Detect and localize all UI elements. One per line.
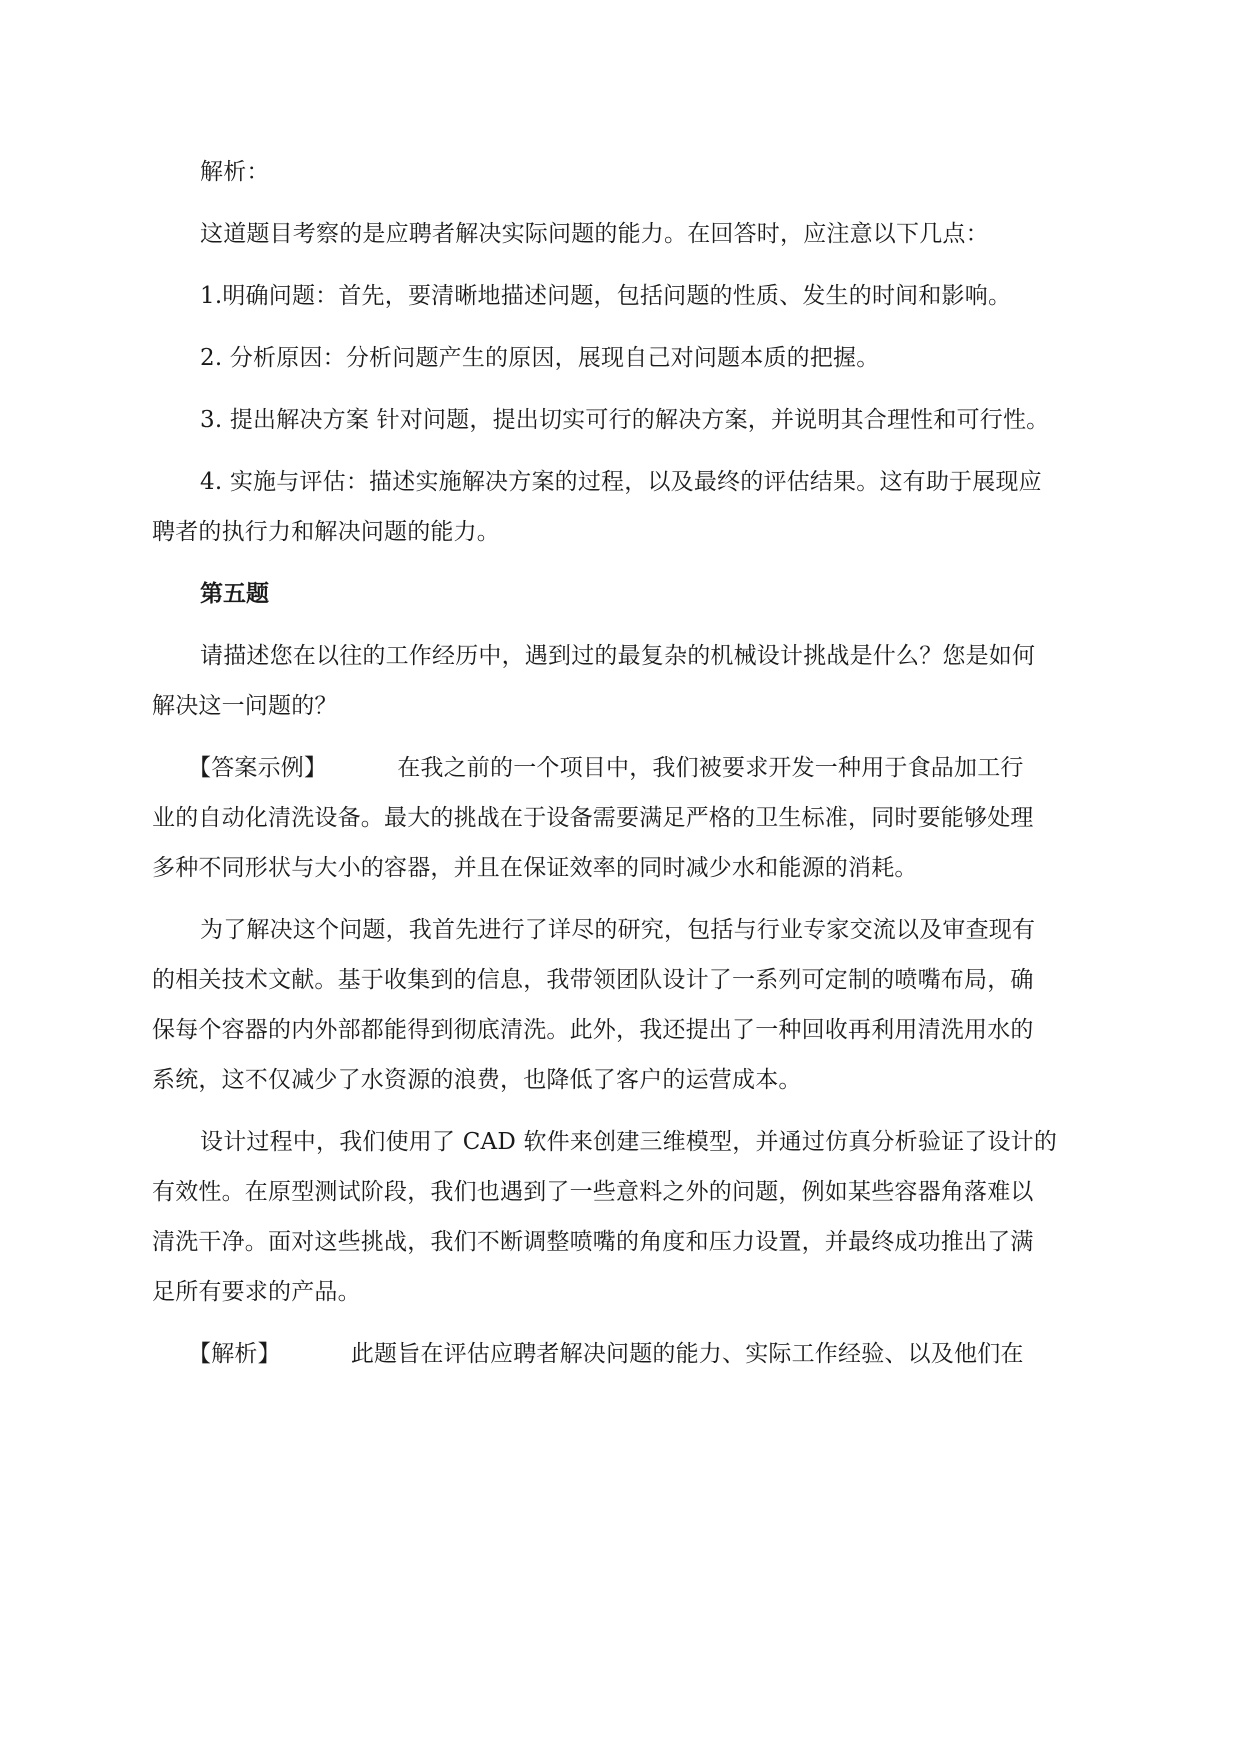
point-4-line-2: 聘者的执行力和解决问题的能力。: [152, 519, 500, 545]
analysis-paragraph: [188, 1329, 1090, 1379]
answer-p2-line-1: 为了解决这个问题，我首先进行了详尽的研究，包括与行业专家交流以及审查现有: [200, 917, 1036, 943]
answer-paragraph-2: [152, 905, 1090, 1105]
analysis-first-line: [188, 1329, 1090, 1379]
answer-p1-line-3: 多种不同形状与大小的容器，并且在保证效率的同时减少水和能源的消耗。: [152, 855, 918, 881]
answer-p2-line-3: 保每个容器的内外部都能得到彻底清洗。此外，我还提出了一种回收再利用清洗用水的: [152, 1017, 1034, 1043]
question-line-1: 请描述您在以往的工作经历中，遇到过的最复杂的机械设计挑战是什么？您是如何: [200, 643, 1036, 669]
answer-p3-line-4: 足所有要求的产品。: [152, 1279, 361, 1305]
answer-p3-line-2: 有效性。在原型测试阶段，我们也遇到了一些意料之外的问题，例如某些容器角落难以: [152, 1179, 1034, 1205]
point-3: 3. 提出解决方案 针对问题，提出切实可行的解决方案，并说明其合理性和可行性。: [200, 407, 1050, 433]
point-2: 2. 分析原因：分析问题产生的原因，展现自己对问题本质的把握。: [200, 345, 880, 371]
answer-p3-line-3: 清洗干净。面对这些挑战，我们不断调整喷嘴的角度和压力设置，并最终成功推出了满: [152, 1229, 1034, 1255]
point-4-line-1: 4. 实施与评估：描述实施解决方案的过程，以及最终的评估结果。这有助于展现应: [200, 469, 1042, 495]
answer-paragraph-1: [152, 743, 1090, 893]
answer-paragraph-3: [152, 1117, 1090, 1317]
question-line-2: 解决这一问题的？: [152, 693, 338, 719]
answer-p1-line-1: 在我之前的一个项目中，我们被要求开发一种用于食品加工行: [397, 755, 1024, 781]
answer-p3-line-1: 设计过程中，我们使用了 CAD 软件来创建三维模型，并通过仿真分析验证了设计的: [200, 1129, 1058, 1155]
analysis-intro: 这道题目考察的是应聘者解决实际问题的能力。在回答时，应注意以下几点：: [200, 221, 989, 247]
answer-p1-first-line: [188, 743, 1090, 793]
question: [152, 631, 1090, 731]
document-body: [152, 147, 1090, 1391]
section-title: 第五题: [200, 580, 269, 607]
answer-p2-line-2: 的相关技术文献。基于收集到的信息，我带领团队设计了一系列可定制的喷嘴布局，确: [152, 967, 1034, 993]
point-4: [152, 457, 1090, 557]
analysis-text: 此题旨在评估应聘者解决问题的能力、实际工作经验、以及他们在: [350, 1341, 1024, 1367]
answer-label: 【答案示例】: [188, 755, 328, 781]
analysis-heading: 解析：: [200, 159, 270, 185]
point-1: 1.明确问题：首先，要清晰地描述问题，包括问题的性质、发生的时间和影响。: [200, 283, 1012, 309]
answer-p1-line-2: 业的自动化清洗设备。最大的挑战在于设备需要满足严格的卫生标准，同时要能够处理: [152, 805, 1034, 831]
answer-p2-line-4: 系统，这不仅减少了水资源的浪费，也降低了客户的运营成本。: [152, 1067, 802, 1093]
analysis-label: 【解析】: [188, 1341, 281, 1367]
